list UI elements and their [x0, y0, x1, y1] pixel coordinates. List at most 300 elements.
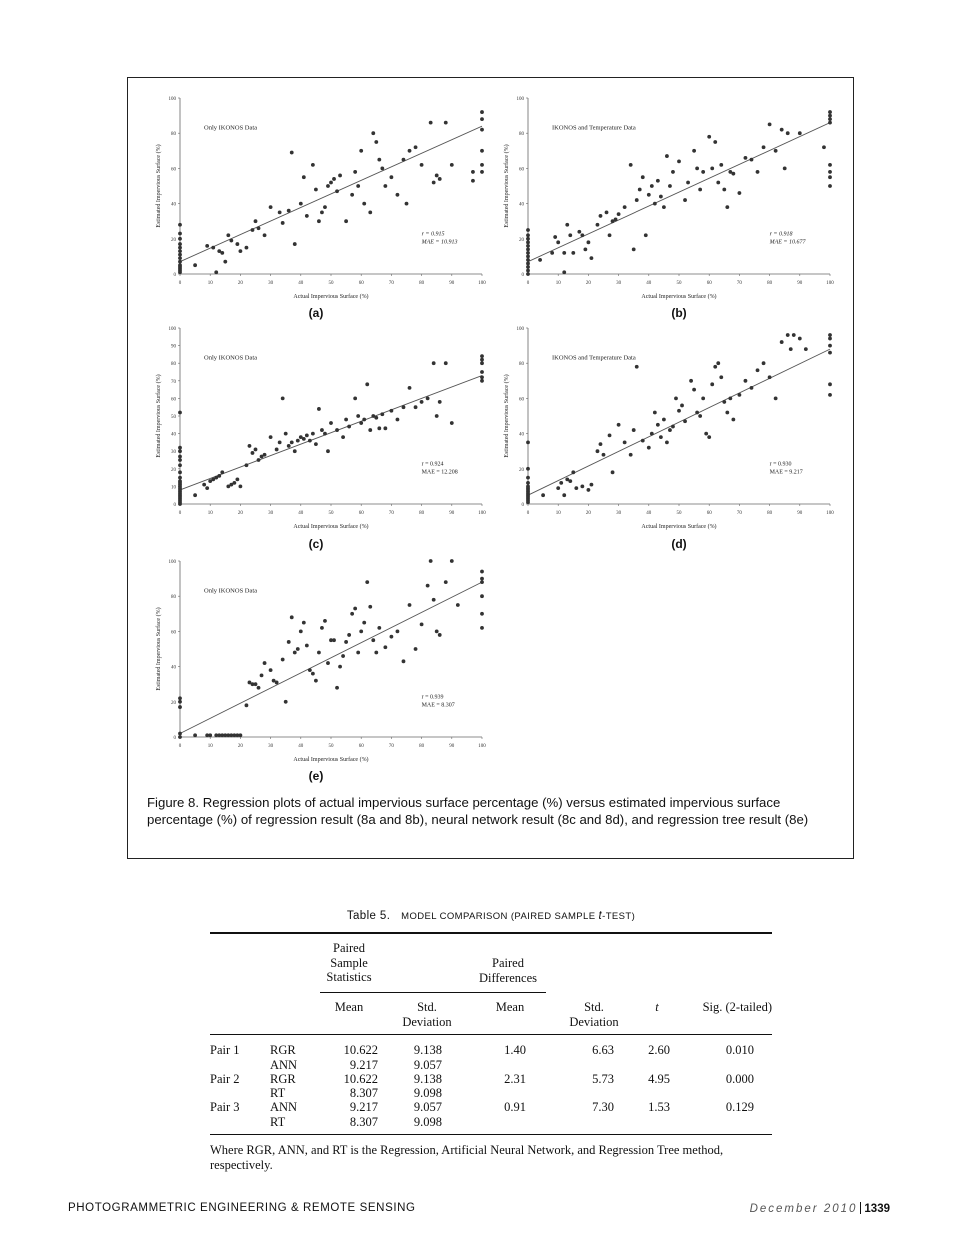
x-tick-label: 90: [797, 511, 803, 516]
data-point: [178, 260, 182, 264]
data-point: [599, 214, 603, 218]
x-tick-label: 50: [676, 281, 682, 286]
data-point: [308, 439, 312, 443]
x-tick-label: 50: [328, 511, 334, 516]
data-point: [332, 638, 336, 642]
data-point: [480, 170, 484, 174]
data-point: [526, 237, 530, 241]
data-point: [326, 449, 330, 453]
data-point: [686, 181, 690, 185]
data-point: [293, 242, 297, 246]
table-cell-diff-std: 7.30: [592, 1100, 614, 1114]
data-point: [239, 249, 243, 253]
data-point: [341, 435, 345, 439]
data-point: [695, 167, 699, 171]
data-point: [263, 661, 267, 665]
data-point: [365, 382, 369, 386]
mae-value: MAE = 10.913: [421, 239, 458, 246]
table-cell-std-a: 9.138: [413, 1043, 442, 1057]
x-tick-label: 0: [178, 744, 182, 749]
data-point: [432, 361, 436, 365]
x-tick-label: 80: [419, 744, 425, 749]
data-point: [783, 167, 787, 171]
x-tick-label: 50: [676, 511, 682, 516]
x-tick-label: 100: [478, 744, 486, 749]
x-tick-label: 40: [646, 281, 652, 286]
data-point: [792, 333, 796, 337]
data-point: [290, 441, 294, 445]
data-point: [716, 361, 720, 365]
issue-date: December 2010: [749, 1203, 858, 1215]
data-point: [178, 411, 182, 415]
data-point: [710, 382, 714, 386]
data-point: [774, 397, 778, 401]
data-point: [396, 418, 400, 422]
data-point: [296, 647, 300, 651]
data-point: [635, 198, 639, 202]
data-point: [402, 659, 406, 663]
data-point: [683, 419, 687, 423]
plot-title: IKONOS and Temperature Data: [552, 354, 636, 362]
data-point: [480, 110, 484, 114]
data-point: [668, 184, 672, 188]
data-point: [480, 370, 484, 374]
y-axis-label: Estimated Impervious Surface (%): [156, 374, 162, 458]
col-header-t: t: [655, 1000, 659, 1014]
panel-label-a: (a): [308, 306, 324, 320]
data-point: [380, 412, 384, 416]
table-cell-sig: 0.129: [725, 1100, 754, 1114]
data-point: [359, 149, 363, 153]
x-tick-label: 80: [419, 511, 425, 516]
data-point: [245, 246, 249, 250]
data-point: [822, 145, 826, 149]
data-point: [707, 135, 711, 139]
data-point: [587, 488, 591, 492]
data-point: [480, 128, 484, 132]
data-point: [435, 174, 439, 178]
data-point: [299, 630, 303, 634]
x-tick-label: 0: [178, 281, 182, 286]
data-point: [293, 651, 297, 655]
data-point: [356, 184, 360, 188]
data-point: [596, 223, 600, 227]
y-tick-label: 80: [519, 132, 524, 138]
data-point: [368, 211, 372, 215]
table-cell-m2: RT: [270, 1086, 286, 1100]
data-point: [371, 638, 375, 642]
data-point: [602, 453, 606, 457]
table-cell-pair: Pair 3: [210, 1100, 240, 1114]
x-tick-label: 30: [268, 511, 274, 516]
data-point: [444, 580, 448, 584]
data-point: [269, 435, 273, 439]
data-point: [444, 121, 448, 125]
data-point: [550, 251, 554, 255]
data-point: [326, 184, 330, 188]
data-point: [562, 270, 566, 274]
data-point: [828, 163, 832, 167]
data-point: [623, 205, 627, 209]
data-point: [284, 432, 288, 436]
data-point: [526, 233, 530, 237]
data-point: [396, 630, 400, 634]
mae-value: MAE = 9.217: [769, 469, 803, 476]
data-point: [828, 114, 832, 118]
data-point: [178, 249, 182, 253]
table-cell-mean-a: 10.622: [343, 1071, 378, 1086]
data-point: [287, 640, 291, 644]
data-point: [275, 681, 279, 685]
data-point: [608, 233, 612, 237]
x-tick-label: 40: [646, 511, 652, 516]
y-tick-label: 20: [171, 700, 176, 706]
data-point: [229, 239, 233, 243]
table-number: Table 5.: [346, 910, 391, 922]
data-point: [178, 223, 182, 227]
data-point: [202, 483, 206, 487]
scatter-plot-e: [138, 551, 498, 769]
data-point: [432, 181, 436, 185]
data-point: [193, 733, 197, 737]
y-tick-label: 10: [171, 485, 176, 491]
table-cell-t: 2.60: [648, 1043, 670, 1057]
data-point: [641, 439, 645, 443]
x-tick-label: 60: [706, 281, 712, 286]
x-tick-label: 60: [358, 281, 364, 286]
table-note: Where RGR, ANN, and RT is the Regression, Artificial Neural Network, and Regression Tree method, respectively.: [210, 1143, 724, 1172]
data-point: [526, 485, 530, 489]
data-point: [290, 615, 294, 619]
data-point: [471, 179, 475, 183]
data-point: [556, 240, 560, 244]
data-point: [480, 149, 484, 153]
data-point: [296, 439, 300, 443]
y-tick-label: 0: [173, 736, 176, 741]
table-top-rule: [210, 932, 772, 934]
y-tick-label: 60: [171, 630, 176, 636]
x-tick-label: 30: [616, 281, 622, 286]
x-tick-label: 100: [478, 511, 486, 516]
table-cell-std-b: 9.098: [413, 1114, 442, 1129]
table-title-t: t: [598, 910, 603, 922]
data-point: [689, 379, 693, 383]
data-point: [650, 432, 654, 436]
table-cell-m1: RGR: [270, 1043, 296, 1057]
data-point: [632, 428, 636, 432]
data-point: [574, 486, 578, 490]
plot-title: IKONOS and Temperature Data: [552, 124, 636, 132]
data-point: [828, 333, 832, 337]
data-point: [178, 455, 182, 459]
data-point: [653, 202, 657, 206]
x-tick-label: 20: [585, 511, 591, 516]
table-cell-mean-a: 9.217: [349, 1100, 378, 1114]
data-point: [786, 333, 790, 337]
data-point: [414, 405, 418, 409]
data-point: [356, 651, 360, 655]
table-cell-std-b: 9.057: [413, 1057, 442, 1072]
table-cell-diff-mean: 2.31: [504, 1071, 526, 1086]
data-point: [302, 621, 306, 625]
data-point: [320, 211, 324, 215]
plot-title: Only IKONOS Data: [204, 587, 258, 595]
plot-title: Only IKONOS Data: [204, 124, 258, 132]
data-point: [359, 421, 363, 425]
data-point: [278, 211, 282, 215]
panel-label-e: (e): [308, 769, 324, 783]
y-tick-label: 0: [521, 273, 524, 278]
data-point: [789, 347, 793, 351]
scatter-plot-d: [490, 318, 845, 536]
scatter-plot-b: [490, 88, 845, 306]
x-tick-label: 0: [178, 511, 182, 516]
x-axis-label: Actual Impervious Surface (%): [293, 524, 369, 530]
table-cell-mean-b: 8.307: [349, 1114, 378, 1129]
y-axis-label: Estimated Impervious Surface (%): [504, 144, 510, 228]
data-point: [353, 397, 357, 401]
data-point: [281, 658, 285, 662]
x-tick-label: 80: [767, 511, 773, 516]
data-point: [744, 379, 748, 383]
correlation-value: r = 0.918: [769, 231, 793, 238]
data-point: [426, 397, 430, 401]
x-tick-label: 60: [358, 511, 364, 516]
data-point: [710, 167, 714, 171]
y-tick-label: 80: [171, 595, 176, 601]
data-point: [665, 441, 669, 445]
data-point: [383, 645, 387, 649]
data-point: [656, 179, 660, 183]
correlation-value: r = 0.939: [421, 694, 444, 701]
data-point: [526, 228, 530, 232]
data-point: [583, 247, 587, 251]
panel-label-c: (c): [308, 537, 324, 551]
data-point: [432, 598, 436, 602]
data-point: [353, 170, 357, 174]
data-point: [341, 654, 345, 658]
data-point: [420, 400, 424, 404]
col-header-std: [390, 1000, 464, 1029]
data-point: [396, 193, 400, 197]
header-line: Deviation: [402, 1014, 452, 1029]
table-title-end: -TEST): [602, 911, 636, 922]
data-point: [380, 167, 384, 171]
x-tick-label: 100: [826, 281, 834, 286]
data-point: [178, 732, 182, 736]
group-header-paired-stats: [320, 941, 378, 985]
data-point: [662, 418, 666, 422]
data-point: [480, 379, 484, 383]
x-tick-label: 90: [449, 744, 455, 749]
data-point: [251, 451, 255, 455]
data-point: [311, 672, 315, 676]
data-point: [317, 651, 321, 655]
data-point: [725, 205, 729, 209]
data-point: [284, 700, 288, 704]
data-point: [362, 621, 366, 625]
data-point: [671, 170, 675, 174]
data-point: [329, 421, 333, 425]
correlation-value: r = 0.915: [421, 231, 445, 238]
y-tick-label: 60: [519, 397, 524, 403]
data-point: [692, 149, 696, 153]
data-point: [738, 393, 742, 397]
data-point: [305, 644, 309, 648]
data-point: [435, 414, 439, 418]
data-point: [408, 386, 412, 390]
data-point: [526, 441, 530, 445]
data-point: [828, 121, 832, 125]
data-point: [480, 117, 484, 121]
header-line: Differences: [478, 970, 538, 985]
data-point: [611, 470, 615, 474]
x-tick-label: 50: [328, 744, 334, 749]
data-point: [383, 184, 387, 188]
data-point: [347, 633, 351, 637]
data-point: [377, 426, 381, 430]
data-point: [629, 163, 633, 167]
data-point: [420, 622, 424, 626]
data-point: [828, 170, 832, 174]
x-tick-label: 70: [388, 281, 394, 286]
data-point: [178, 476, 182, 480]
data-point: [205, 486, 209, 490]
data-point: [257, 686, 261, 690]
data-point: [235, 477, 239, 481]
data-point: [239, 485, 243, 489]
x-tick-label: 90: [449, 511, 455, 516]
y-tick-label: 0: [173, 503, 176, 508]
data-point: [480, 163, 484, 167]
footer-divider: [860, 1202, 861, 1214]
y-tick-label: 100: [168, 560, 176, 565]
mae-value: MAE = 10.677: [769, 239, 806, 246]
y-tick-label: 40: [171, 432, 176, 438]
data-point: [254, 682, 258, 686]
data-point: [220, 251, 224, 255]
data-point: [526, 251, 530, 255]
data-point: [756, 368, 760, 372]
page-footer-right: [750, 1202, 890, 1215]
data-point: [377, 158, 381, 162]
table-cell-diff-std: 6.63: [592, 1043, 614, 1057]
panel-label-b: (b): [671, 306, 687, 320]
data-point: [263, 233, 267, 237]
data-point: [762, 361, 766, 365]
data-point: [614, 218, 618, 222]
data-point: [698, 414, 702, 418]
data-point: [599, 442, 603, 446]
data-point: [635, 365, 639, 369]
y-tick-label: 20: [519, 237, 524, 243]
data-point: [701, 397, 705, 401]
data-point: [371, 131, 375, 135]
data-point: [193, 493, 197, 497]
data-point: [211, 246, 215, 250]
data-point: [828, 382, 832, 386]
data-point: [299, 202, 303, 206]
data-point: [804, 347, 808, 351]
data-point: [317, 219, 321, 223]
data-point: [347, 425, 351, 429]
data-point: [178, 246, 182, 250]
data-point: [538, 258, 542, 262]
y-tick-label: 30: [171, 450, 176, 456]
data-point: [553, 235, 557, 239]
data-point: [731, 172, 735, 176]
y-tick-label: 80: [171, 132, 176, 138]
data-point: [577, 230, 581, 234]
y-axis-label: Estimated Impervious Surface (%): [156, 607, 162, 691]
data-point: [287, 444, 291, 448]
data-point: [828, 344, 832, 348]
data-point: [353, 607, 357, 611]
data-point: [178, 463, 182, 467]
header-line: Statistics: [326, 970, 372, 984]
x-tick-label: 10: [555, 511, 561, 516]
x-tick-label: 10: [207, 511, 213, 516]
data-point: [719, 375, 723, 379]
x-tick-label: 20: [237, 511, 243, 516]
data-point: [587, 240, 591, 244]
header-line: Sample: [330, 955, 368, 970]
data-point: [756, 170, 760, 174]
y-tick-label: 100: [516, 97, 524, 102]
data-point: [320, 428, 324, 432]
data-point: [408, 149, 412, 153]
data-point: [317, 407, 321, 411]
data-point: [368, 605, 372, 609]
data-point: [178, 458, 182, 462]
data-point: [365, 580, 369, 584]
data-point: [429, 559, 433, 563]
data-point: [556, 486, 560, 490]
data-point: [275, 448, 279, 452]
data-point: [220, 470, 224, 474]
y-tick-label: 50: [171, 415, 176, 420]
data-point: [722, 188, 726, 192]
data-point: [698, 188, 702, 192]
table-cell-std-b: 9.098: [413, 1086, 442, 1100]
data-point: [780, 128, 784, 132]
data-point: [568, 479, 572, 483]
data-point: [641, 175, 645, 179]
data-point: [390, 409, 394, 413]
data-point: [650, 184, 654, 188]
y-tick-label: 80: [171, 362, 176, 368]
col-header-diff-mean: Mean: [495, 1000, 525, 1014]
table-cell-mean-b: 9.217: [349, 1057, 378, 1072]
data-point: [480, 577, 484, 581]
data-point: [205, 244, 209, 248]
data-point: [744, 156, 748, 160]
data-point: [828, 393, 832, 397]
data-point: [438, 633, 442, 637]
data-point: [214, 270, 218, 274]
data-point: [338, 174, 342, 178]
data-point: [471, 170, 475, 174]
data-point: [420, 163, 424, 167]
y-tick-label: 100: [168, 327, 176, 332]
data-point: [383, 426, 387, 430]
table-cell-m1: ANN: [270, 1100, 298, 1114]
scatter-plot-c: [138, 318, 498, 536]
x-tick-label: 0: [526, 511, 530, 516]
table-cell-t: 4.95: [648, 1071, 670, 1086]
table-cell-std-a: 9.057: [413, 1100, 442, 1114]
x-tick-label: 20: [237, 744, 243, 749]
